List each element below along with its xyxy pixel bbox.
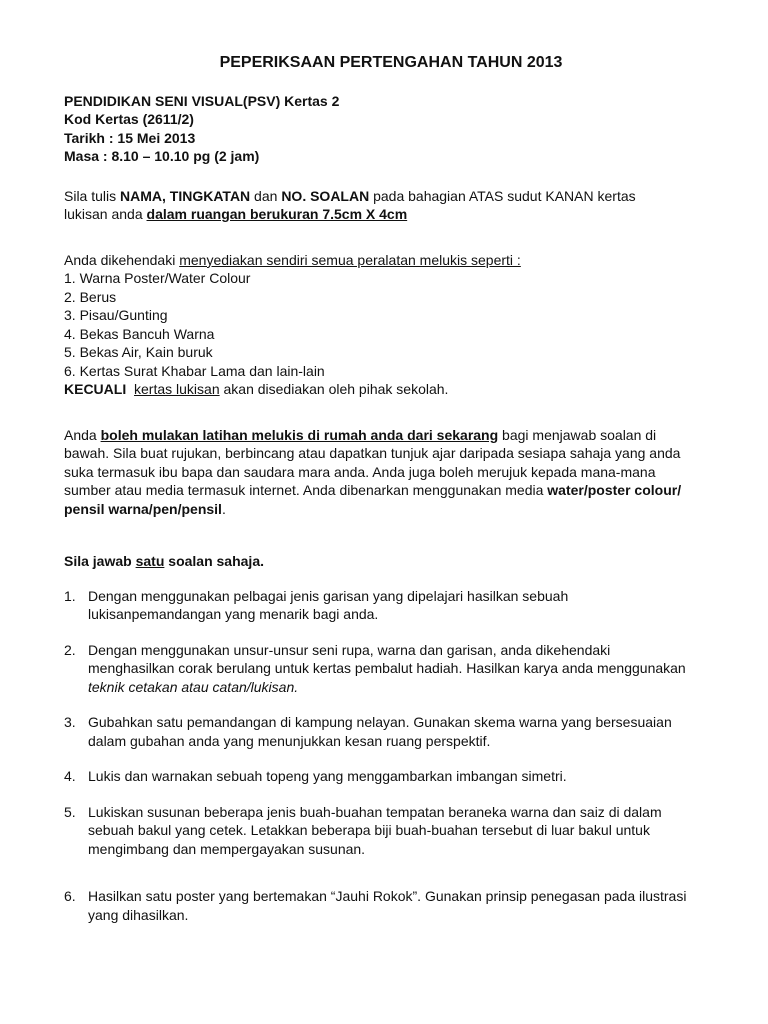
question-item — [64, 713, 704, 750]
equipment-item: 6. Kertas Surat Khabar Lama dan lain-lain — [64, 362, 325, 379]
date-line: Tarikh : 15 Mei 2013 — [64, 129, 196, 146]
document-title: PEPERIKSAAN PERTENGAHAN TAHUN 2013 — [219, 54, 563, 71]
question-text: Dengan menggunakan unsur-unsur seni rupa, warna dan garisan, anda dikehendaki — [88, 641, 611, 658]
text-segment: Anda dikehendaki — [64, 251, 180, 268]
answer-instruction — [64, 552, 704, 571]
text-segment: suka termasuk ibu bapa dan saudara mara anda. Anda juga boleh merujuk kepada mana-mana — [64, 463, 656, 480]
equipment-item: 2. Berus — [64, 288, 117, 305]
question-number: 2. — [64, 641, 76, 658]
question-text: menghasilkan corak berulang untuk kertas pembalut hadiah. Hasilkan karya anda menggunakan — [88, 660, 686, 676]
question-text: Gubahkan satu pemandangan di kampung nelayan. Gunakan skema warna yang bersesuaian — [88, 714, 672, 730]
equipment-item: 5. Bekas Air, Kain buruk — [64, 344, 213, 360]
question-number: 5. — [64, 803, 76, 820]
question-text: sebuah bakul yang cetek. Letakkan beberapa biji buah-buahan tersebut di luar bakul untuk — [88, 822, 650, 838]
question-item — [64, 587, 704, 624]
text-segment: bawah. Sila buat rujukan, berbincang atau dapatkan tunjuk ajar daripada sesiapa sahaja yang anda — [64, 445, 681, 461]
equipment-list — [64, 269, 704, 380]
question-text: Lukiskan susunan beberapa jenis buah-buahan tempatan beraneka warna dan saiz di dalam — [88, 803, 662, 820]
text-segment: bagi menjawab soalan di — [498, 426, 657, 443]
question-number: 6. — [64, 888, 76, 904]
text-segment — [126, 381, 134, 397]
question-number: 4. — [64, 768, 76, 784]
bold-underline-segment: dalam ruangan berukuran 7.5cm X 4cm — [146, 206, 408, 222]
question-text: Dengan menggunakan pelbagai jenis garisan yang dipelajari hasilkan sebuah — [88, 587, 569, 604]
text-segment: Sila jawab — [64, 553, 136, 569]
text-segment: pada bahagian ATAS sudut KANAN kertas — [369, 187, 636, 204]
underline-segment: satu — [135, 553, 165, 569]
question-item — [64, 887, 704, 924]
question-number: 3. — [64, 714, 76, 730]
bold-segment: pensil warna/pen/pensil — [64, 500, 222, 517]
paper-header — [64, 92, 704, 166]
text-segment: akan disediakan oleh pihak sekolah. — [219, 381, 449, 397]
bold-underline-segment: boleh mulakan latihan melukis di rumah anda dari sekarang — [100, 426, 499, 443]
question-item — [64, 641, 704, 697]
question-item — [64, 767, 704, 786]
question-text: Hasilkan satu poster yang bertemakan “Jauhi Rokok”. Gunakan prinsip penegasan pada ilustrasi — [88, 888, 687, 904]
question-text: dalam gubahan anda yang menunjukkan kesan ruang perspektif. — [88, 732, 491, 749]
bold-segment: NO. SOALAN — [281, 187, 370, 204]
question-text: mengimbang dan mempergayakan susunan. — [88, 840, 366, 857]
equipment-item: 4. Bekas Bancuh Warna — [64, 325, 215, 342]
equipment-item: 3. Pisau/Gunting — [64, 307, 168, 323]
question-text: yang dihasilkan. — [88, 906, 189, 923]
paragraph-name-instruction — [64, 187, 704, 224]
paper-code-line: Kod Kertas (2611/2) — [64, 111, 194, 127]
bold-segment: NAMA, TINGKATAN — [120, 187, 251, 204]
equipment-item: 1. Warna Poster/Water Colour — [64, 270, 251, 286]
underline-segment: menyediakan sendiri semua peralatan melukis seperti : — [179, 251, 521, 268]
text-segment: soalan sahaja. — [164, 553, 264, 569]
text-segment: Anda — [64, 426, 101, 443]
question-number: 1. — [64, 587, 76, 604]
question-text: lukisanpemandangan yang menarik bagi anda. — [88, 606, 379, 622]
bold-segment: KECUALI — [64, 381, 127, 397]
text-segment: sumber atau media termasuk internet. Anda dibenarkan menggunakan media — [64, 482, 548, 498]
bold-segment: water/poster colour/ — [547, 482, 682, 498]
paragraph-practice — [64, 426, 704, 519]
underline-segment: kertas lukisan — [134, 381, 220, 397]
question-text: Lukis dan warnakan sebuah topeng yang menggambarkan imbangan simetri. — [88, 768, 567, 784]
subject-line: PENDIDIKAN SENI VISUAL(PSV) Kertas 2 — [64, 92, 340, 109]
duration-line: Masa : 8.10 – 10.10 pg (2 jam) — [64, 148, 260, 164]
question-text: teknik cetakan atau catan/lukisan. — [88, 678, 299, 695]
text-segment: Sila tulis — [64, 187, 121, 204]
text-segment: . — [221, 500, 226, 517]
text-segment: lukisan anda — [64, 206, 147, 222]
question-list — [64, 587, 704, 925]
text-segment: dan — [250, 187, 282, 204]
paragraph-equipment — [64, 251, 704, 399]
question-item — [64, 803, 704, 859]
